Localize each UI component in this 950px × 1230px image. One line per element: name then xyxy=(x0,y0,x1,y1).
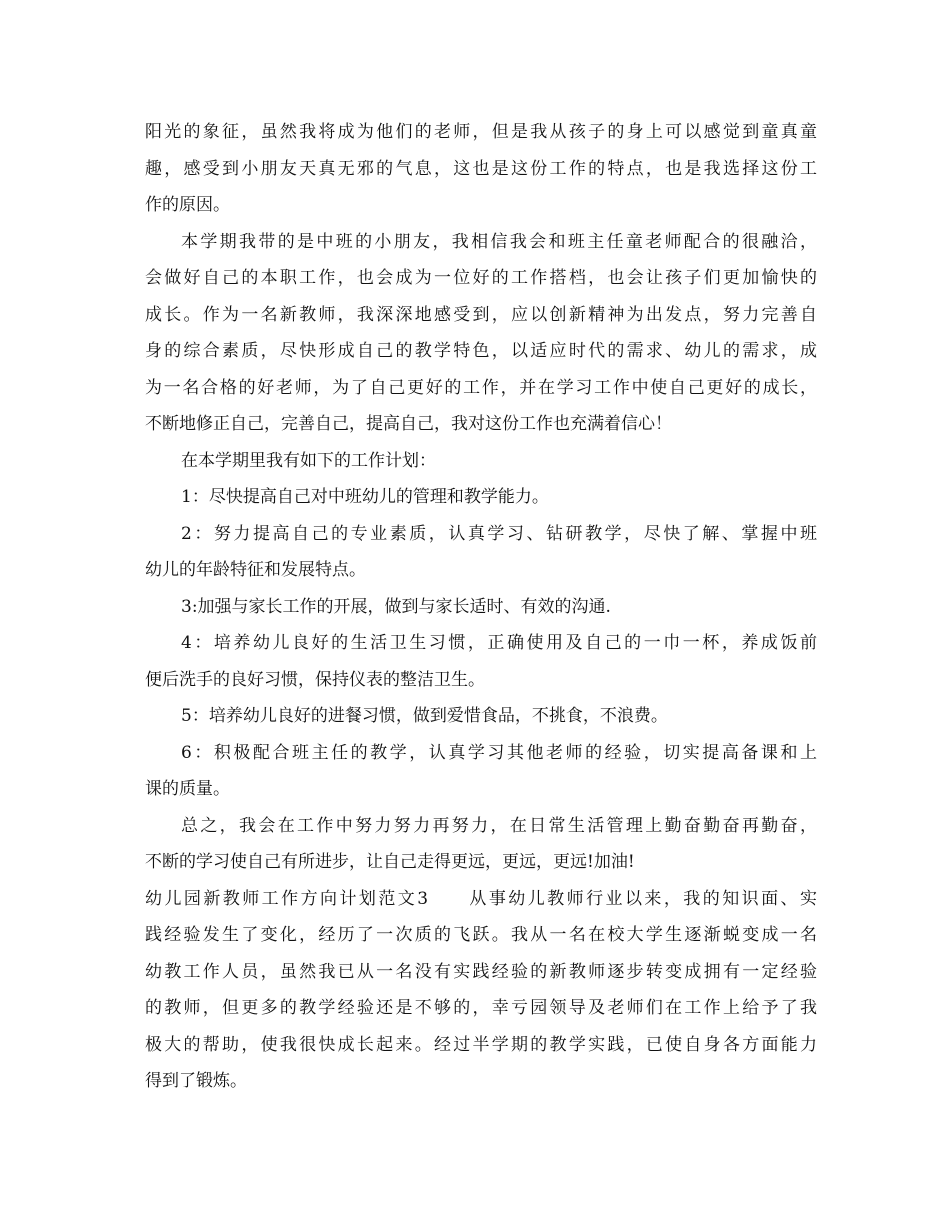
text-line: 2：努力提高自己的专业素质，认真学习、钻研教学，尽快了解、掌握中班 xyxy=(181,523,817,544)
text-line: 趣，感受到小朋友天真无邪的气息，这也是这份工作的特点，也是我选择这份工 xyxy=(145,158,817,179)
text-line: 身的综合素质，尽快形成自己的教学特色，以适应时代的需求、幼儿的需求，成 xyxy=(145,341,817,361)
text-line: 6：积极配合班主任的教学，认真学习其他老师的经验，切实提高备课和上 xyxy=(181,742,817,763)
text-line: 幼儿园新教师工作方向计划范文3 从事幼儿教师行业以来，我的知识面、实 xyxy=(145,888,817,909)
text-line: 本学期我带的是中班的小朋友，我相信我会和班主任童老师配合的很融洽， xyxy=(181,231,817,252)
text-line: 5：培养幼儿良好的进餐习惯，做到爱惜食品，不挑食，不浪费。 xyxy=(181,706,668,726)
text-line: 4：培养幼儿良好的生活卫生习惯，正确使用及自己的一巾一杯，养成饭前 xyxy=(181,633,817,653)
text-line: 3:加强与家长工作的开展，做到与家长适时、有效的沟通. xyxy=(181,596,611,617)
text-line: 总之，我会在工作中努力努力再努力，在日常生活管理上勤奋勤奋再勤奋， xyxy=(181,815,817,836)
text-line: 的教师，但更多的教学经验还是不够的，幸亏园领导及老师们在工作上给予了我 xyxy=(145,998,817,1018)
document-body xyxy=(145,114,817,1100)
text-line: 会做好自己的本职工作，也会成为一位好的工作搭档，也会让孩子们更加愉快的 xyxy=(145,268,817,288)
text-line: 便后洗手的良好习惯，保持仪表的整洁卫生。 xyxy=(145,669,485,690)
text-line: 成长。作为一名新教师，我深深地感受到，应以创新精神为出发点，努力完善自 xyxy=(145,304,817,325)
text-line: 幼教工作人员，虽然我已从一名没有实践经验的新教师逐步转变成拥有一定经验 xyxy=(145,961,817,982)
text-line: 为一名合格的好老师，为了自己更好的工作，并在学习工作中使自己更好的成长， xyxy=(145,377,817,398)
text-line: 得到了锻炼。 xyxy=(145,1071,247,1091)
text-line: 不断的学习使自己有所进步，让自己走得更远，更远，更远!加油! xyxy=(145,852,635,872)
text-line: 极大的帮助，使我很快成长起来。经过半学期的教学实践，已使自身各方面能力 xyxy=(145,1034,817,1055)
text-line: 课的质量。 xyxy=(145,779,230,799)
text-line: 在本学期里我有如下的工作计划： xyxy=(181,450,436,471)
text-line: 1：尽快提高自己对中班幼儿的管理和教学能力。 xyxy=(181,487,549,507)
text-line: 作的原因。 xyxy=(145,195,230,215)
text-line: 不断地修正自己，完善自己，提高自己，我对这份工作也充满着信心！ xyxy=(145,414,672,434)
text-line: 践经验发生了变化，经历了一次质的飞跃。我从一名在校大学生逐渐蜕变成一名 xyxy=(145,925,817,945)
text-line: 幼儿的年龄特征和发展特点。 xyxy=(145,560,366,580)
text-line: 阳光的象征，虽然我将成为他们的老师，但是我从孩子的身上可以感觉到童真童 xyxy=(145,122,817,142)
